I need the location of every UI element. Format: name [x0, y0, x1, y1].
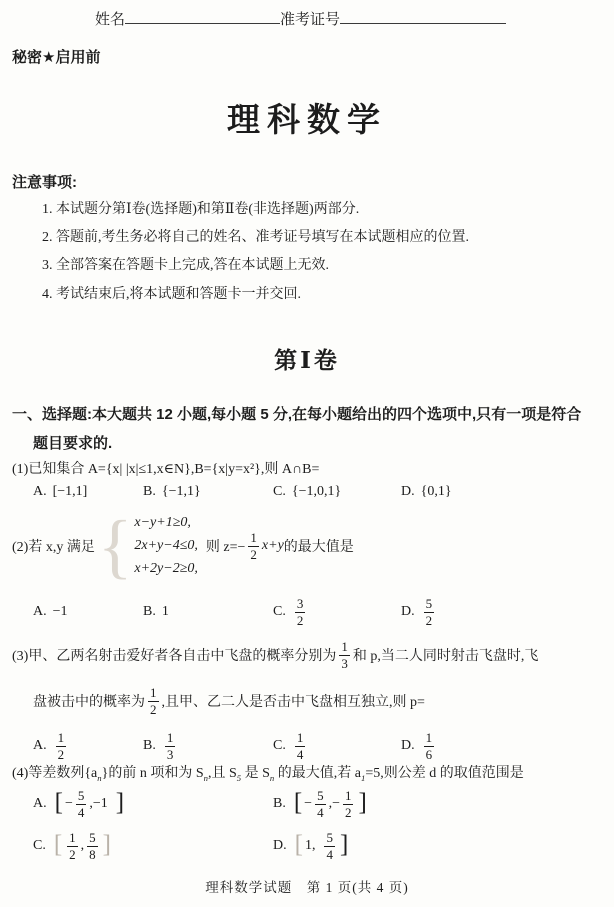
option-pre: 1,: [304, 838, 316, 854]
fraction: [295, 731, 306, 761]
question-3-option-d: [401, 731, 437, 761]
notice-item-3: 3. 全部答案在答题卡上完成,答在本试题上无效.: [42, 258, 329, 273]
fraction-numerator: 5: [89, 830, 96, 845]
option-label: B.: [143, 484, 156, 499]
fraction-denominator: 2: [69, 846, 76, 862]
objective-suffix: 的最大值是: [283, 540, 354, 555]
objective-prefix: 则 z=−: [205, 540, 246, 555]
subscript: 5: [236, 772, 242, 783]
fraction-numerator: 1: [69, 830, 76, 845]
question-3-option-a: [33, 731, 143, 761]
option-mid: ,−: [328, 796, 340, 812]
question-4-option-b: [273, 789, 369, 819]
system-brace: {: [97, 506, 133, 586]
stem-text: ,且甲、乙二人是否击中飞盘相互独立,则 p=: [161, 695, 425, 711]
close-bracket: ]: [358, 788, 367, 816]
constraint-2: 2x+y−4≤0,: [134, 538, 198, 553]
question-2-option-a: [33, 604, 143, 620]
fraction-numerator: 5: [326, 830, 333, 845]
question-3-option-b: [143, 731, 273, 761]
fraction-numerator: 3: [296, 596, 304, 611]
fraction-denominator: 2: [425, 612, 433, 628]
stem-text: }的前 n 项和为 S: [101, 766, 204, 781]
question-1-option-d: [401, 484, 452, 500]
page-footer: 理科数学试题 第 1 页(共 4 页): [205, 880, 409, 895]
fraction-denominator: 4: [326, 846, 333, 862]
option-value: {0,1}: [420, 484, 452, 499]
fraction: [324, 831, 335, 861]
option-value: {−1,1}: [161, 484, 201, 499]
option-value: {−1,0,1}: [291, 484, 342, 499]
option-label: D.: [401, 484, 415, 499]
question-4-options-row1: [12, 789, 369, 819]
question-1-options: [12, 484, 452, 500]
open-bracket: [: [53, 830, 63, 858]
question-3-options: [12, 731, 437, 761]
option-label: C.: [273, 604, 286, 620]
question-3-stem-line2: [33, 686, 425, 716]
fraction-denominator: 6: [425, 746, 433, 762]
fraction-denominator: 2: [296, 612, 304, 628]
question-1-option-c: [273, 484, 401, 500]
header-fill-in-row: [95, 8, 506, 29]
name-label: 姓名: [95, 12, 126, 28]
option-label: B.: [143, 604, 156, 620]
open-bracket: [: [294, 830, 303, 858]
question-2-option-d: [401, 597, 437, 627]
fraction-numerator: 1: [296, 730, 304, 745]
question-2-lead: (2)若 x,y 满足: [12, 540, 95, 555]
question-4-options-row2: [12, 831, 350, 861]
fraction: [339, 640, 350, 670]
fraction: [248, 531, 259, 561]
objective-expression: [206, 531, 354, 561]
option-label: B.: [273, 796, 286, 812]
fraction: [165, 731, 176, 761]
fraction: [76, 789, 87, 819]
fraction-numerator: 1: [250, 529, 257, 545]
choice-instructions-line2: 题目要求的.: [33, 435, 113, 452]
subscript: n: [97, 772, 102, 783]
close-bracket: ]: [339, 830, 349, 858]
fraction-numerator: 1: [341, 639, 348, 654]
question-4-option-a: [33, 789, 273, 819]
section-1-heading: 第Ⅰ卷: [274, 348, 340, 373]
fraction: [424, 597, 435, 627]
close-bracket: ]: [115, 788, 125, 816]
subscript: n: [269, 772, 275, 783]
name-blank-line: [125, 8, 280, 24]
fraction-numerator: 1: [57, 730, 65, 745]
stem-text: 是 S: [241, 766, 270, 781]
option-label: A.: [33, 484, 47, 499]
question-1-option-b: [143, 484, 273, 500]
fraction-numerator: 1: [344, 788, 352, 803]
objective-math: x+y: [261, 538, 284, 553]
fraction-numerator: 1: [425, 730, 433, 745]
fraction-numerator: 5: [425, 596, 433, 611]
question-3-stem-line1: [12, 640, 538, 670]
fraction: [424, 731, 435, 761]
fraction-denominator: 8: [89, 846, 96, 862]
question-2-option-c: [273, 597, 401, 627]
option-label: D.: [401, 738, 415, 754]
close-bracket: ]: [102, 830, 111, 858]
option-value: −1: [52, 604, 68, 620]
stem-text: =5,则公差 d 的取值范围是: [365, 766, 524, 781]
option-value: 1: [161, 604, 169, 620]
notice-item-1: 1. 本试题分第Ⅰ卷(选择题)和第Ⅱ卷(非选择题)两部分.: [42, 202, 360, 217]
question-1-option-a: [33, 484, 143, 500]
fraction-denominator: 4: [77, 804, 85, 820]
option-value: [−1,1]: [52, 484, 88, 499]
admission-number-label: 准考证号: [280, 12, 341, 28]
question-3-option-c: [273, 731, 401, 761]
fraction-denominator: 2: [344, 804, 352, 820]
stem-text: (4)等差数列{a: [12, 766, 98, 781]
question-4-stem: [12, 762, 524, 783]
notice-item-2: 2. 答题前,考生务必将自己的姓名、准考证号填写在本试题相应的位置.: [42, 230, 469, 245]
question-4-option-c: [33, 831, 273, 861]
fraction-denominator: 4: [317, 804, 324, 820]
fraction-denominator: 4: [296, 746, 304, 762]
option-label: C.: [273, 738, 286, 754]
option-label: A.: [33, 796, 47, 812]
fraction: [67, 831, 78, 861]
admission-number-blank-line: [340, 8, 506, 24]
fraction-numerator: 1: [166, 730, 174, 745]
option-mid: ,: [80, 838, 85, 854]
fraction: [87, 831, 98, 861]
fraction: [343, 789, 354, 819]
fraction-denominator: 3: [341, 655, 348, 671]
fraction: [56, 731, 67, 761]
option-label: A.: [33, 738, 47, 754]
option-label: D.: [401, 604, 415, 620]
paper-title: 理科数学: [227, 101, 387, 138]
subscript: n: [203, 772, 208, 783]
question-4-option-d: [273, 831, 350, 861]
stem-text: ,且 S: [207, 766, 237, 781]
fraction-denominator: 3: [166, 746, 174, 762]
question-2-options: [12, 597, 437, 627]
stem-text: (3)甲、乙两名射击爱好者各自击中飞盘的概率分别为: [12, 649, 337, 665]
fraction: [315, 789, 326, 819]
option-label: B.: [143, 738, 156, 754]
choice-instructions-line1: 一、选择题:本大题共 12 小题,每小题 5 分,在每小题给出的四个选项中,只有一项是符合: [12, 406, 582, 423]
constraint-3: x+2y−2≥0,: [134, 561, 198, 576]
fraction-numerator: 5: [317, 788, 324, 803]
stem-text: 的最大值,若 a: [274, 766, 361, 781]
fraction-denominator: 2: [150, 701, 157, 717]
option-label: D.: [273, 838, 287, 854]
option-mid: ,−1: [89, 796, 108, 812]
option-label: C.: [33, 838, 46, 854]
notice-item-4: 4. 考试结束后,将本试题和答题卡一并交回.: [42, 287, 301, 302]
question-2-stem: [12, 506, 354, 586]
question-1-stem: (1)已知集合 A={x| |x|≤1,x∈N},B={x|y=x²},则 A∩B=: [12, 462, 320, 477]
open-bracket: [: [54, 788, 63, 816]
fraction-denominator: 2: [250, 546, 257, 562]
secrecy-notice: 秘密★启用前: [12, 49, 101, 66]
subscript: 1: [360, 772, 366, 783]
notice-heading: 注意事项:: [12, 174, 77, 191]
fraction: [295, 597, 306, 627]
option-pre: −: [64, 796, 73, 812]
inequality-system: [134, 512, 198, 581]
open-bracket: [: [293, 788, 303, 816]
option-label: A.: [33, 604, 47, 620]
stem-text: 盘被击中的概率为: [33, 695, 145, 711]
stem-text: 和 p,当二人同时射击飞盘时,飞: [352, 649, 539, 665]
constraint-1: x−y+1≥0,: [134, 515, 191, 530]
fraction-denominator: 2: [57, 746, 65, 762]
fraction-numerator: 5: [77, 788, 85, 803]
fraction: [148, 686, 159, 716]
question-2-option-b: [143, 604, 273, 620]
fraction-numerator: 1: [150, 685, 157, 700]
option-pre: −: [304, 796, 313, 812]
option-label: C.: [273, 484, 286, 499]
